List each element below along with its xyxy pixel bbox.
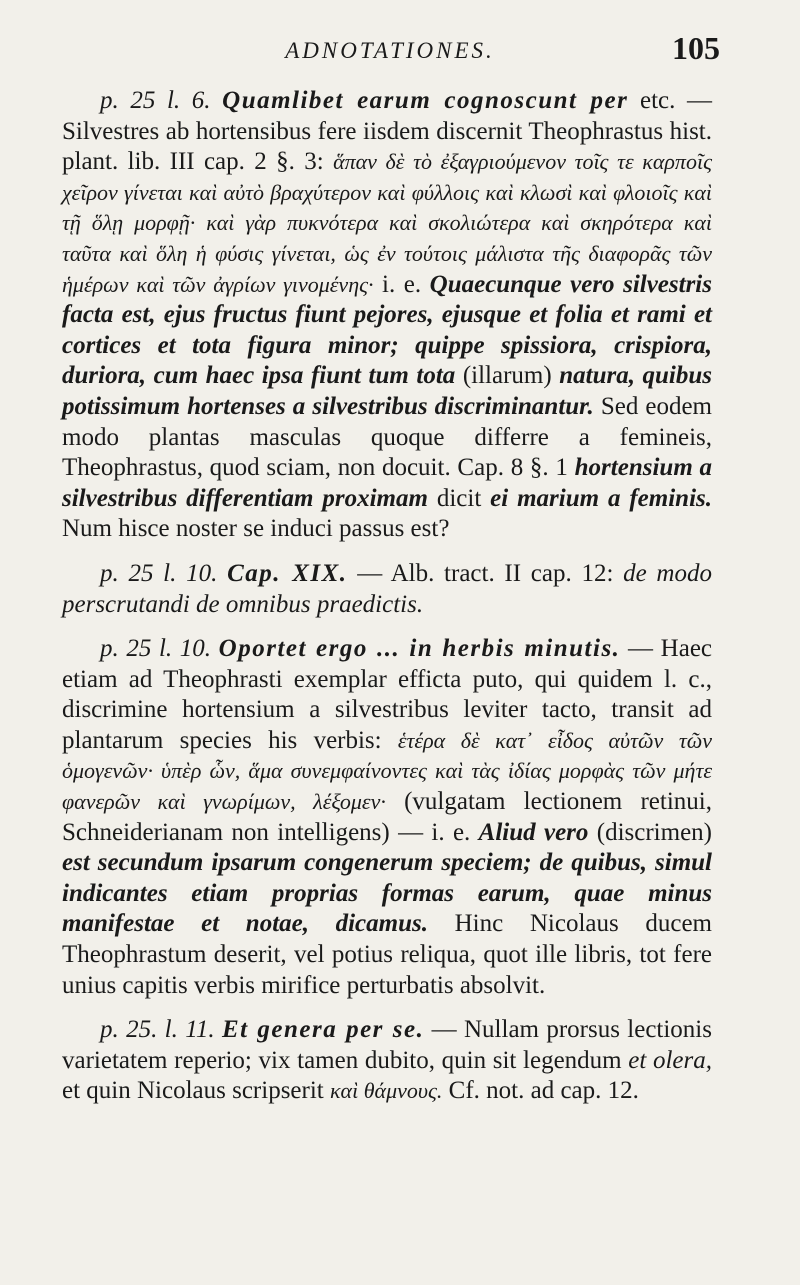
body-text: (vulgatam lectionem retinui, Schneiderianam non intelligens) — i. e. — [62, 788, 712, 846]
lemma-text: Cap. XIX. — [227, 559, 348, 587]
italic-text: de modo perscrutandi de omnibus praedictis. — [62, 559, 712, 618]
annotation-paragraph — [62, 634, 712, 1001]
body-text: Sed eodem modo plantas masculas quoque differre a femineis, Theophrastus, quod sciam, non docuit. Cap. 8 §. 1 — [62, 392, 712, 482]
reference-text: p. 25 l. 6. — [100, 87, 223, 114]
lemma-text: Et genera per se. — [221, 1016, 425, 1044]
reference-text: p. 25 l. 10. — [100, 635, 219, 663]
reference-text: p. 25. l. 11. — [100, 1016, 222, 1044]
annotation-paragraph — [62, 559, 712, 620]
running-title: ADNOTATIONES. — [285, 38, 495, 63]
body-text: dicit — [427, 484, 491, 512]
body-text: — Alb. tract. II cap. 12: — [347, 559, 624, 587]
body-text: et quin Nicolaus scripserit — [62, 1077, 330, 1105]
reference-text: p. 25 l. 10. — [100, 559, 228, 587]
body-text: — Haec etiam ad Theophrasti exemplar efficta puto, qui quidem l. c., discrimine hortensium a silvestribus leviter tacto, transit ad plantarum species his verbis: — [62, 635, 713, 754]
latin-translation: natura, quibus potissimum hortenses a silvestribus discriminantur. — [62, 362, 712, 420]
body-text: Hinc Nicolaus ducem Theophrastum deserit, vel potius reliqua, quot ille libris, tot fere unius capitis verbis mirifice perturbatis absolvit. — [62, 910, 712, 999]
body-text: (discrimen) — [588, 818, 712, 846]
page-header — [60, 30, 720, 70]
annotation-text — [62, 86, 712, 1121]
body-text: Cf. not. ad cap. 12. — [442, 1077, 639, 1105]
latin-translation: Aliud vero — [478, 818, 589, 846]
body-text: Num hisce noster se induci passus est? — [62, 515, 450, 543]
italic-text: et olera, — [628, 1046, 712, 1074]
latin-translation: hortensium a silvestribus differentiam proximam — [62, 454, 712, 512]
body-text: (illarum) — [455, 362, 560, 390]
greek-quotation: ἅπαν δὲ τὸ ἐξαγριούμενον τοῖς τε καρποῖς χεῖρον γίνεται καὶ αὐτὸ βραχύτερον καὶ φύλλοις καὶ κλωσὶ καὶ φλοιοῖς καὶ τῇ ὅλῃ μορφῇ· καὶ γὰρ πυκνότερα καὶ σκολιώτερα καὶ σκηρότερα καὶ ταῦτα καὶ ὅλη ἡ φύσις γίνεται, ὡς ἐν τούτοις μάλιστα τῆς διαφορᾶς τῶν ἡμέρων καὶ τῶν ἀγρίων γινομένης· — [62, 149, 712, 297]
annotation-paragraph — [62, 86, 712, 545]
latin-translation: Quaecunque vero silvestris facta est, ejus fructus fiunt pejores, ejusque et folia et rami et cortices et tota figura minor; quippe spissiora, crispiora, duriora, cum haec ipsa fiunt tum tota — [62, 270, 712, 390]
latin-translation: ei marium a feminis. — [490, 484, 712, 512]
body-text: i. e. — [373, 270, 430, 298]
annotation-paragraph — [62, 1015, 712, 1107]
greek-quotation: καὶ θάμνους. — [330, 1078, 443, 1104]
body-text: — Nullam prorsus lectionis varietatem reperio; vix tamen dubito, quin sit legendum — [62, 1016, 712, 1074]
body-text: etc. — Silvestres ab hortensibus fere iisdem discernit Theophrastus hist. plant. lib. III cap. 2 §. 3: — [62, 87, 712, 176]
greek-quotation: ἑτέρα δὲ κατ᾿ εἶδος αὐτῶν τῶν ὁμογενῶν· ὑπὲρ ὧν, ἅμα συνεμφαίνοντες καὶ τὰς ἰδίας μορφὰς τῶν μήτε φανερῶν καὶ γνωρίμων, λέξομεν· — [62, 727, 712, 815]
lemma-text: Quamlibet earum cognoscunt per — [222, 87, 629, 114]
lemma-text: Oportet ergo ... in herbis minutis. — [218, 635, 621, 663]
latin-translation: est secundum ipsarum congenerum speciem; de quibus, simul indicantes etiam proprias formas earum, quae minus manifestae et notae, dicamus. — [62, 849, 712, 938]
page-number: 105 — [672, 30, 720, 66]
